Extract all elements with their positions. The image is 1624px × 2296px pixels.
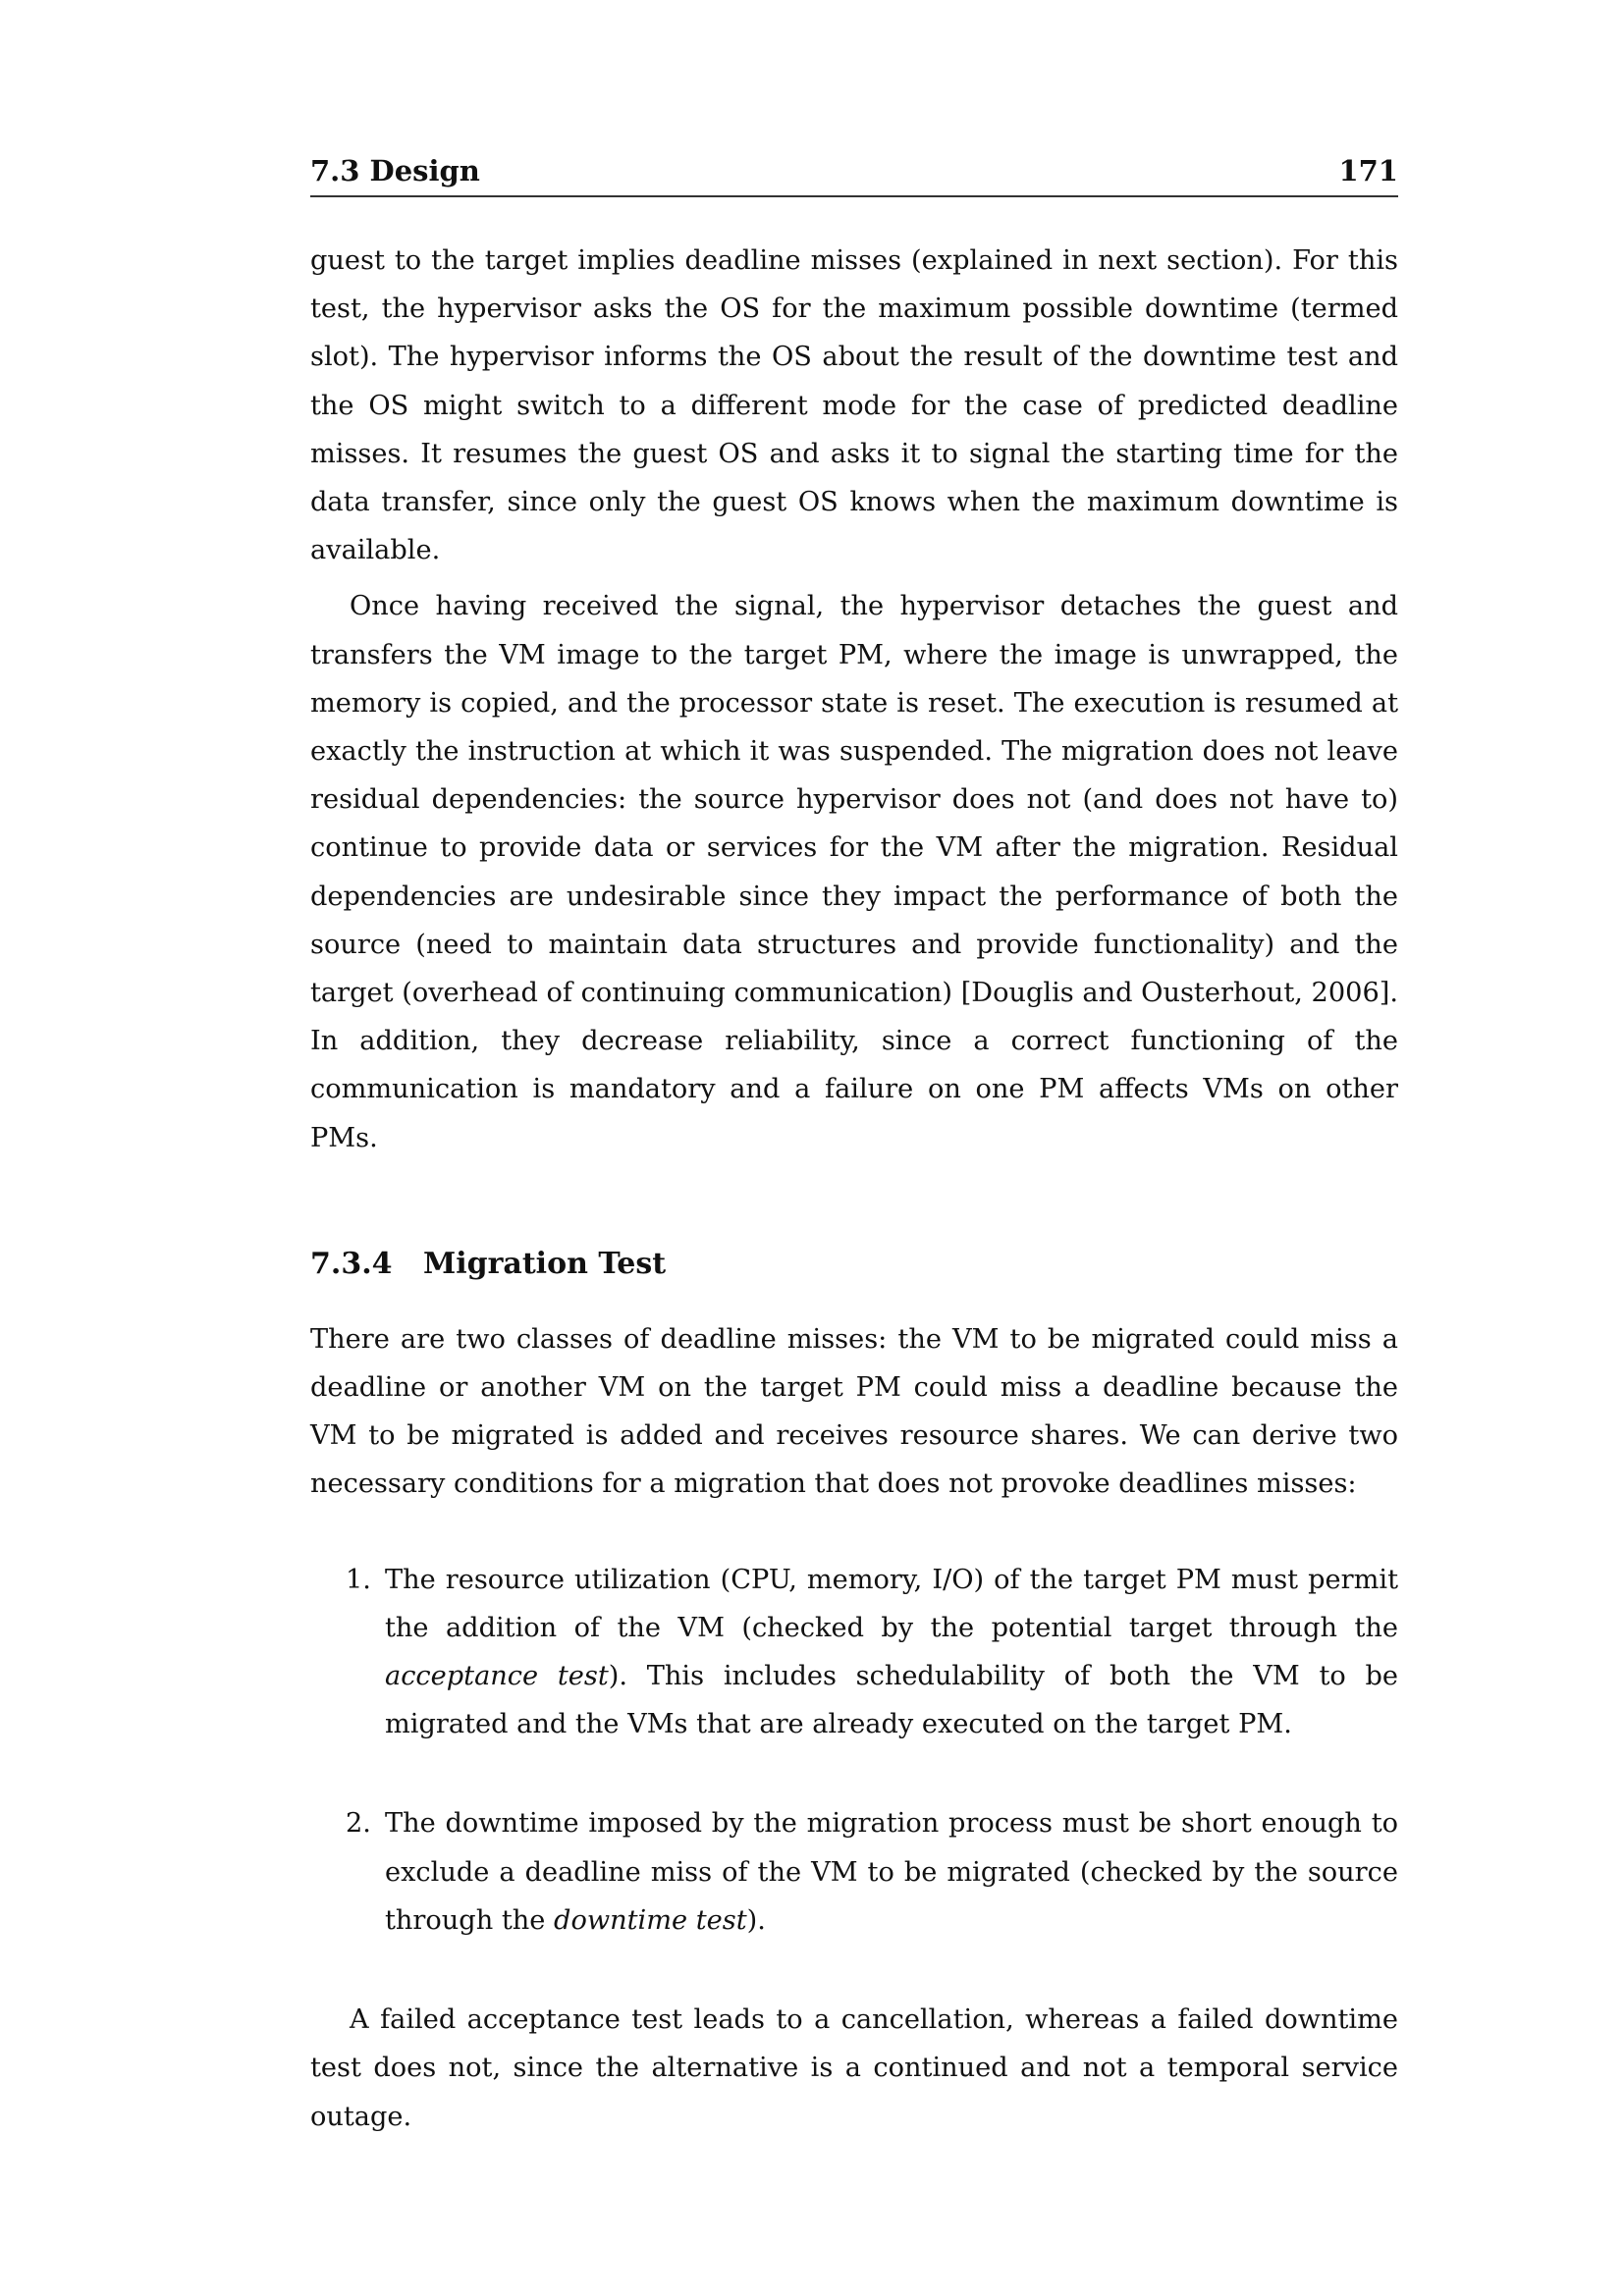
list-item-text: ). This includes schedulability of both the VM to be migrated and the VMs that are already executed on the target PM. [385, 1661, 1398, 1740]
header-page-number: 171 [1338, 154, 1398, 187]
list-item-text: ). [746, 1904, 766, 1936]
list-item-number: 1. [346, 1564, 371, 1595]
running-header [310, 154, 1398, 197]
paragraph-downtime-slot: guest to the target implies deadline misses (explained in next section). For this test, the hypervisor asks the OS for the maximum possible downtime (termed slot). The hypervisor informs the OS about the result of the downtime test and the OS might switch to a different mode for the case of predicted deadline misses. It resumes the guest OS and asks it to signal the starting time for the data transfer, since only the guest OS knows when the maximum downtime is available. [310, 245, 1398, 566]
section-title: Migration Test [423, 1246, 667, 1281]
header-section-title: 7.3 Design [310, 154, 480, 187]
section-number: 7.3.4 [310, 1246, 393, 1281]
list-item-text: The downtime imposed by the migration process must be short enough to exclude a deadline miss of the VM to be migrated (checked by the source through the [385, 1808, 1398, 1936]
conditions-list [310, 1556, 1398, 1945]
document-page [310, 154, 1398, 2141]
list-item [310, 1799, 1398, 1945]
list-item-emphasis: downtime test [554, 1904, 747, 1936]
list-item-number: 2. [346, 1808, 371, 1840]
paragraph-failed-tests: A failed acceptance test leads to a cancellation, whereas a failed downtime test does not, since the alternative is a continued and not a temporal service outage. [310, 2004, 1398, 2132]
body-text [310, 237, 1398, 2141]
list-item-emphasis: acceptance test [385, 1661, 609, 1692]
paragraph-deadline-miss-classes: There are two classes of deadline misses: the VM to be migrated could miss a deadline or another VM on the target PM could miss a deadline because the VM to be migrated is added and receives resource shares. We can derive two necessary conditions for a migration that does not provoke deadlines misses: [310, 1323, 1398, 1500]
section-heading [310, 1245, 1398, 1284]
paragraph-transfer-residual-dependencies: Once having received the signal, the hypervisor detaches the guest and transfers the VM image to the target PM, where the image is unwrapped, the memory is copied, and the processor state is reset. The execution is resumed at exactly the instruction at which it was suspended. The migration does not leave residual dependencies: the source hypervisor does not (and does not have to) continue to provide data or services for the VM after the migration. Residual dependencies are undesirable since they impact the performance of both the source (need to maintain data structures and provide functionality) and the target (overhead of continuing communication) [Douglis and Ousterhout, 2006]. In addition, they decrease reliability, since a correct functioning of the communication is mandatory and a failure on one PM affects VMs on other PMs. [310, 591, 1398, 1153]
list-item-text: The resource utilization (CPU, memory, I/O) of the target PM must permit the addition of the VM (checked by the potential target through the [385, 1564, 1398, 1643]
list-item [310, 1556, 1398, 1749]
